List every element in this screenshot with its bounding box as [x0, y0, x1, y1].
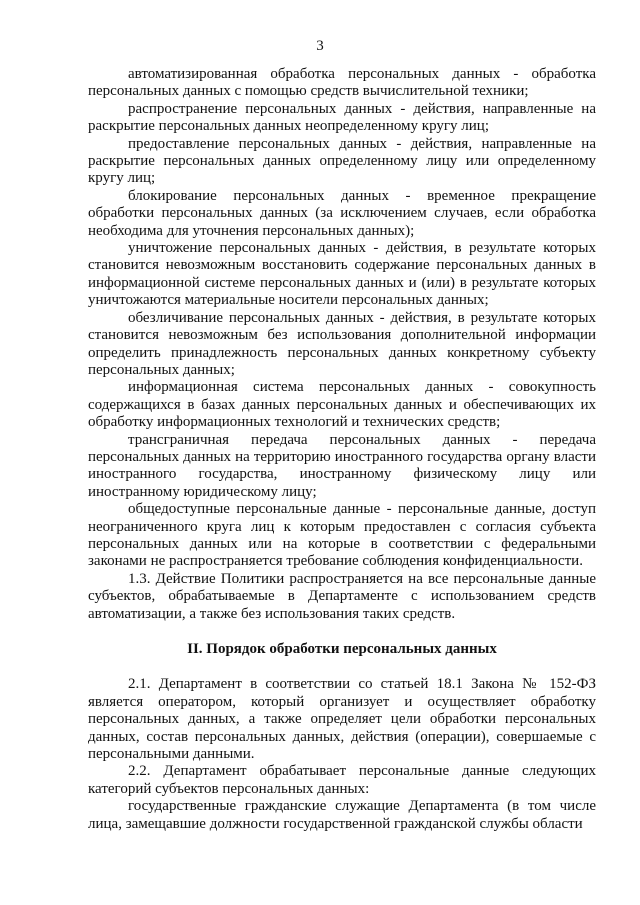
definition-cross-border-transfer: трансграничная передача персональных данных - передача персональных данных на территорию иностранного государства органу власти иностранного государства, иностранному физическому лицу или иностранному юридическому лицу;	[88, 431, 596, 500]
document-body	[88, 66, 596, 833]
definition-public-data: общедоступные персональные данные - персональные данные, доступ неограниченного круга лиц к которым предоставлен с согласия субъекта персональных данных или на которые в соответствии с федеральными законами не распространяется требование соблюдения конфиденциальности.	[88, 501, 596, 570]
clause-2-2: 2.2. Департамент обрабатывает персональные данные следующих категорий субъектов персональных данных:	[88, 763, 596, 797]
definition-blocking: блокирование персональных данных - временное прекращение обработки персональных данных (за исключением случаев, если обработка необходима для уточнения персональных данных);	[88, 187, 596, 239]
definition-provision: предоставление персональных данных - действия, направленные на раскрытие персональных данных определенному лицу или определенному кругу лиц;	[88, 135, 596, 187]
page-number: 3	[316, 38, 324, 54]
section-heading: II. Порядок обработки персональных данных	[187, 641, 497, 657]
clause-1-3: 1.3. Действие Политики распространяется на все персональные данные субъектов, обрабатываемые в Департаменте с использованием средств автоматизации, а также без использования таких средств.	[88, 570, 596, 622]
definition-destruction: уничтожение персональных данных - действия, в результате которых становится невозможным восстановить содержание персональных данных в информационной системе персональных данных и (или) в результате которых уничтожаются материальные носители персональных данных;	[88, 240, 596, 309]
definition-anonymization: обезличивание персональных данных - действия, в результате которых становится невозможным без использования дополнительной информации определить принадлежность персональных данных конкретному субъекту персональных данных;	[88, 309, 596, 378]
definition-dissemination: распространение персональных данных - действия, направленные на раскрытие персональных данных неопределенному кругу лиц;	[88, 100, 596, 135]
definition-information-system: информационная система персональных данных - совокупность содержащихся в базах данных персональных данных и обеспечивающих их обработку информационных технологий и технических средств;	[88, 379, 596, 431]
category-civil-servants: государственные гражданские служащие Департамента (в том числе лица, замещавшие должности государственной гражданской службы области	[88, 798, 596, 832]
definition-automated-processing: автоматизированная обработка персональных данных - обработка персональных данных с помощью средств вычислительной техники;	[88, 66, 596, 100]
clause-2-1: 2.1. Департамент в соответствии со статьей 18.1 Закона № 152-ФЗ является оператором, который организует и осуществляет обработку персональных данных, а также определяет цели обработки персональных данных, состав персональных данных, действия (операции), совершаемые с персональными данными.	[88, 676, 596, 763]
